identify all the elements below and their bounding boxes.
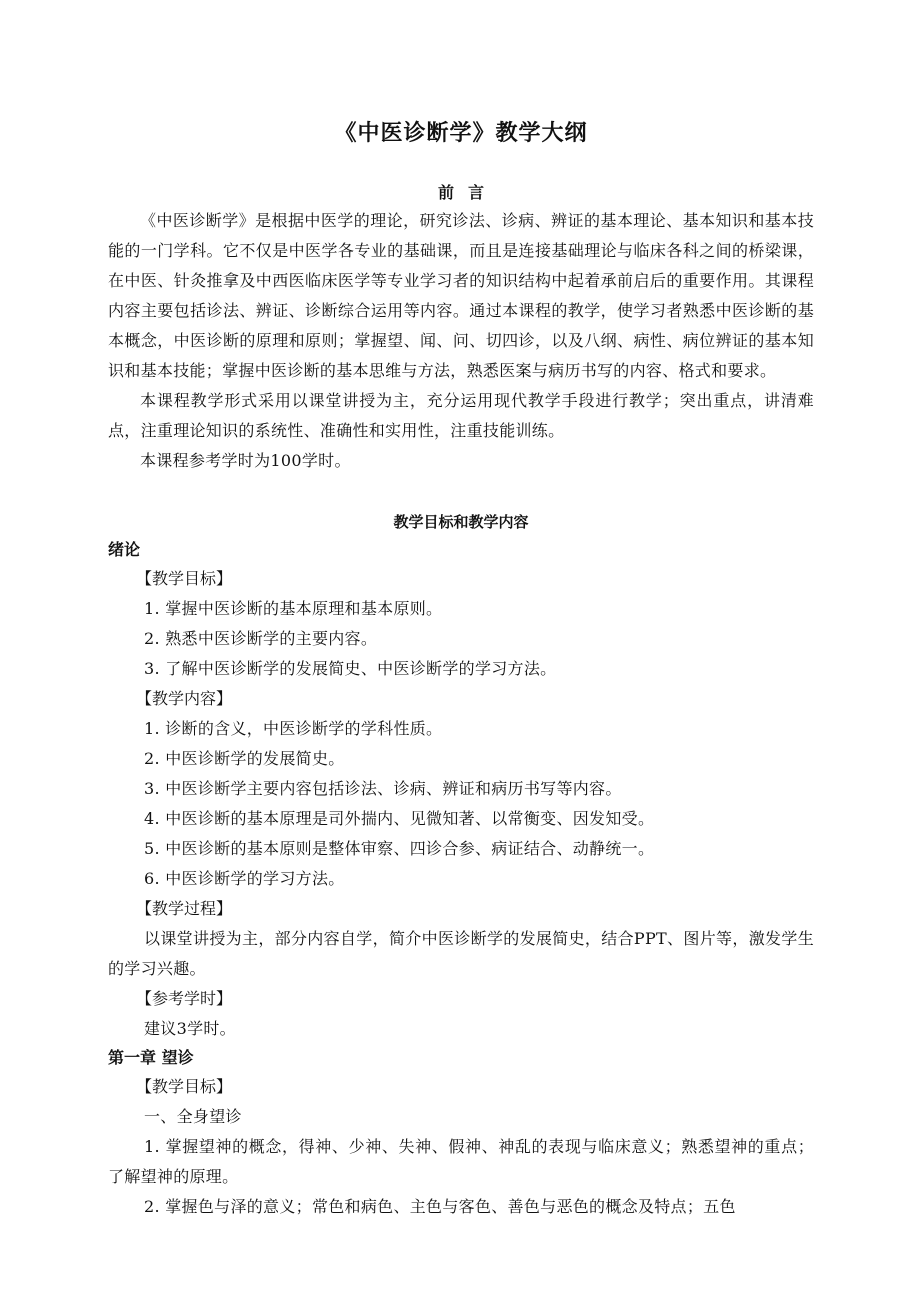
preface-heading: 前言: [437, 183, 498, 202]
preface-paragraph-3: 本课程参考学时为100学时。: [140, 451, 351, 470]
intro-content-item: 1. 诊断的含义，中医诊断学的学科性质。: [144, 719, 443, 738]
intro-content-label: 【教学内容】: [136, 689, 233, 708]
chapter1-goals-label: 【教学目标】: [136, 1077, 233, 1096]
document-page: [108, 118, 814, 1222]
preface-paragraph-1: 《中医诊断学》是根据中医学的理论，研究诊法、诊病、辨证的基本理论、基本知识和基本技能的一门学科。它不仅是中医学各专业的基础课，而且是连接基础理论与临床各科之间的桥梁课，在中医、针灸推拿及中西医临床医学等专业学习者的知识结构中起着承前启后的重要作用。其课程内容主要包括诊法、辨证、诊断综合运用等内容。通过本课程的教学，使学习者熟悉中医诊断的基本概念，中医诊断的原理和原则；掌握望、闻、问、切四诊，以及八纲、病性、病位辨证的基本知识和基本技能；掌握中医诊断的基本思维与方法，熟悉医案与病历书写的内容、格式和要求。: [108, 211, 814, 380]
intro-goal-item: 2. 熟悉中医诊断学的主要内容。: [144, 629, 378, 648]
chapter1-item: 1. 掌握望神的概念，得神、少神、失神、假神、神乱的表现与临床意义；熟悉望神的重点；了解望神的原理。: [108, 1137, 814, 1186]
chapter1-heading: 第一章 望诊: [108, 1048, 194, 1067]
intro-process-text: 以课堂讲授为主，部分内容自学，简介中医诊断学的发展简史，结合PPT、图片等，激发学生的学习兴趣。: [108, 929, 814, 978]
intro-goals-label: 【教学目标】: [136, 569, 233, 588]
section-title: 教学目标和教学内容: [393, 513, 529, 531]
intro-heading: 绪论: [108, 540, 141, 559]
chapter1-item: 2. 掌握色与泽的意义；常色和病色、主色与客色、善色与恶色的概念及特点；五色: [144, 1197, 736, 1216]
intro-content-item: 5. 中医诊断的基本原则是整体审察、四诊合参、病证结合、动静统一。: [144, 839, 655, 858]
intro-process-label: 【教学过程】: [136, 899, 233, 918]
chapter1-sub-heading: 一、全身望诊: [144, 1107, 242, 1126]
preface-paragraph-2: 本课程教学形式采用以课堂讲授为主，充分运用现代教学手段进行教学；突出重点，讲清难点，注重理论知识的系统性、准确性和实用性，注重技能训练。: [108, 391, 814, 440]
intro-content-item: 6. 中医诊断学的学习方法。: [144, 869, 345, 888]
intro-goal-item: 1. 掌握中医诊断的基本原理和基本原则。: [144, 599, 443, 618]
intro-hours-text: 建议3学时。: [144, 1019, 236, 1038]
intro-content-item: 3. 中医诊断学主要内容包括诊法、诊病、辨证和病历书写等内容。: [144, 779, 622, 798]
intro-goal-item: 3. 了解中医诊断学的发展简史、中医诊断学的学习方法。: [144, 659, 557, 678]
intro-hours-label: 【参考学时】: [136, 989, 233, 1008]
intro-content-item: 4. 中医诊断的基本原理是司外揣内、见微知著、以常衡变、因发知受。: [144, 809, 655, 828]
document-title: 《中医诊断学》教学大纲: [334, 120, 588, 146]
intro-content-item: 2. 中医诊断学的发展简史。: [144, 749, 345, 768]
